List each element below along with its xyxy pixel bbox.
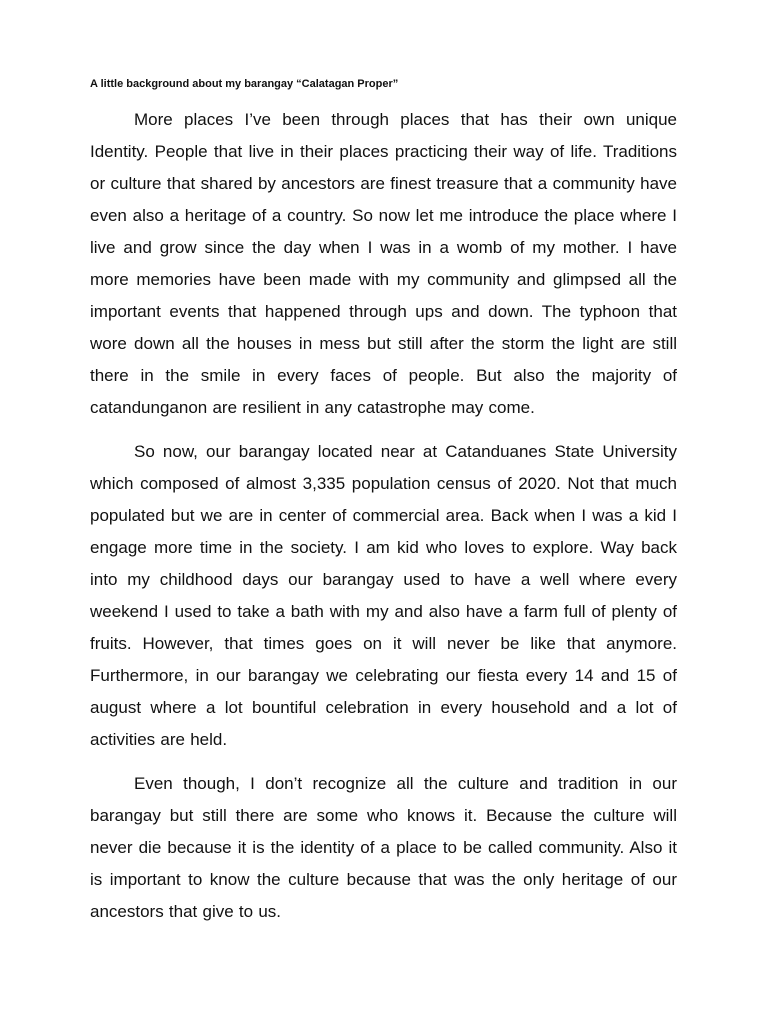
document-page bbox=[90, 76, 677, 928]
document-title: A little background about my barangay “Calatagan Proper” bbox=[90, 78, 399, 90]
paragraph-1: More places I’ve been through places that has their own unique Identity. People that live in their places practicing their way of life. Traditions or culture that shared by ancestors are finest treasure that a community have even also a heritage of a country. So now let me introduce the place where I live and grow since the day when I was in a womb of my mother. I have more memories have been made with my community and glimpsed all the important events that happened through ups and down. The typhoon that wore down all the houses in mess but still after the storm the light are still there in the smile in every faces of people. But also the majority of catandunganon are resilient in any catastrophe may come. bbox=[90, 110, 677, 417]
paragraph-3: Even though, I don’t recognize all the culture and tradition in our barangay but still there are some who knows it. Because the culture will never die because it is the identity of a place to be called community. Also it is important to know the culture because that was the only heritage of our ancestors that give to us. bbox=[90, 774, 677, 921]
paragraph-2: So now, our barangay located near at Catanduanes State University which composed of almost 3,335 population census of 2020. Not that much populated but we are in center of commercial area. Back when I was a kid I engage more time in the society. I am kid who loves to explore. Way back into my childhood days our barangay used to have a well where every weekend I used to take a bath with my and also have a farm full of plenty of fruits. However, that times goes on it will never be like that anymore. Furthermore, in our barangay we celebrating our fiesta every 14 and 15 of august where a lot bountiful celebration in every household and a lot of activities are held. bbox=[90, 442, 677, 749]
